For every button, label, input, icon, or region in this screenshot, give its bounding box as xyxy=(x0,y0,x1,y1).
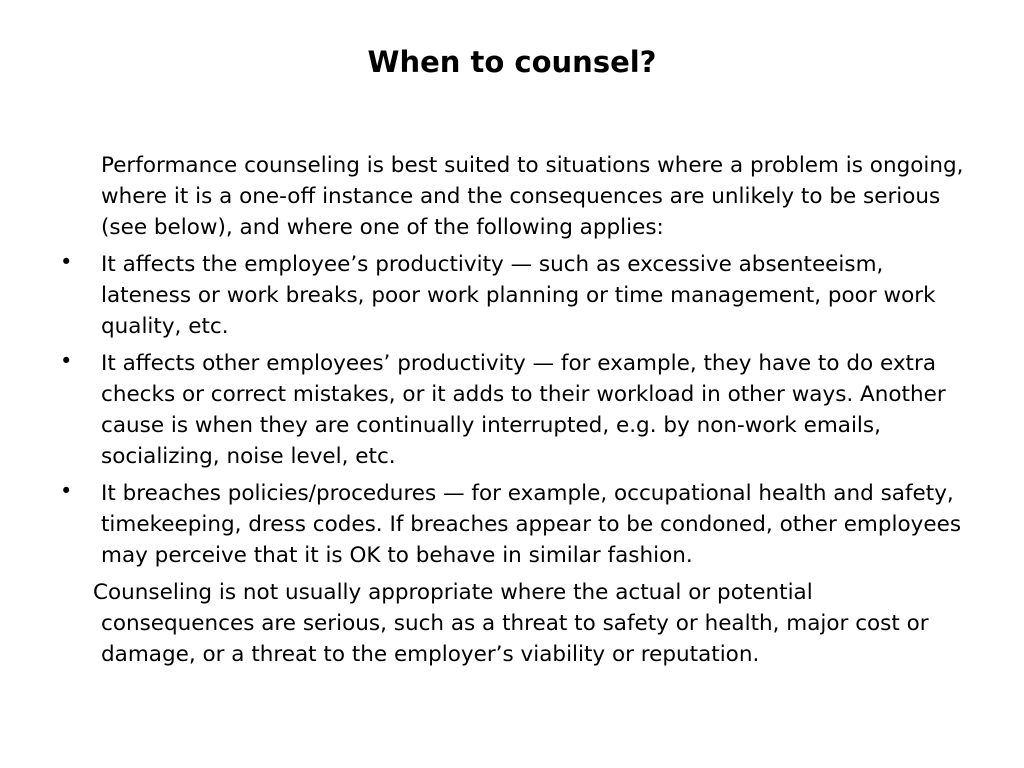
bullet-text: It affects the employee’s productivity — such as excessive absenteeism, lateness or work breaks, poor work planning or time management, poor work quality, etc. xyxy=(101,252,936,339)
bullet-text: It affects other employees’ productivity — for example, they have to do extra checks or correct mistakes, or it adds to their workload in other ways. Another cause is when they are continually interrupted, e.g. by non-work emails, socializing, noise level, etc. xyxy=(101,351,946,469)
intro-paragraph: Performance counseling is best suited to situations where a problem is ongoing, where it is a one-off instance and the consequences are unlikely to be serious (see below), and where one of the following applies: xyxy=(101,153,964,240)
closing-paragraph: Counseling is not usually appropriate where the actual or potential consequences are serious, such as a threat to safety or health, major cost or damage, or a threat to the employer’s viability or reputation. xyxy=(93,580,929,667)
bullet-item xyxy=(52,249,972,342)
slide-title: When to counsel? xyxy=(367,45,657,79)
bullet-item xyxy=(52,478,972,571)
slide-body xyxy=(52,150,972,676)
bullet-icon: • xyxy=(60,250,73,274)
bullet-icon: • xyxy=(60,479,73,503)
bullet-icon: • xyxy=(60,349,73,373)
bullet-item xyxy=(52,348,972,472)
bullet-text: It breaches policies/procedures — for example, occupational health and safety, timekeeping, dress codes. If breaches appear to be condoned, other employees may perceive that it is OK to behave in similar fashion. xyxy=(101,481,962,568)
